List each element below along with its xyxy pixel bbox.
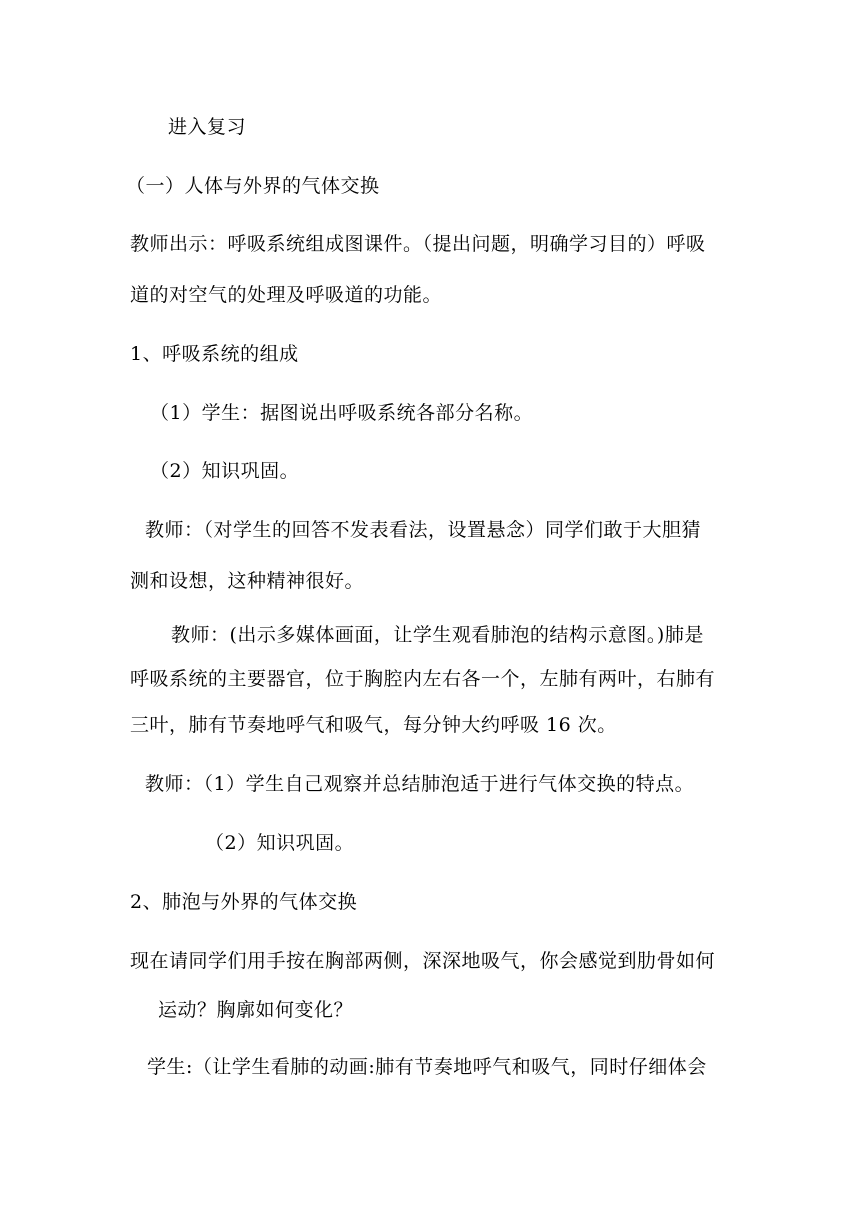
list-item: （2）知识巩固。 bbox=[205, 832, 355, 854]
paragraph-line: 教师：(出示多媒体画面，让学生观看肺泡的结构示意图。)肺是 bbox=[171, 624, 704, 646]
paragraph-line: 学生:（让学生看肺的动画:肺有节奏地呼气和吸气，同时仔细体会 bbox=[147, 1056, 707, 1078]
paragraph-line: 三叶，肺有节奏地呼气和吸气，每分钟大约呼吸 16 次。 bbox=[130, 714, 617, 736]
paragraph-line: 现在请同学们用手按在胸部两侧，深深地吸气，你会感觉到肋骨如何 bbox=[130, 950, 716, 972]
section-heading-gas-exchange: （一）人体与外界的气体交换 bbox=[126, 175, 380, 197]
numbered-heading: 2、肺泡与外界的气体交换 bbox=[130, 891, 358, 913]
paragraph-line: 运动？胸廓如何变化？ bbox=[158, 999, 354, 1021]
list-item: （2）知识巩固。 bbox=[150, 460, 300, 482]
numbered-heading: 1、呼吸系统的组成 bbox=[130, 343, 299, 365]
paragraph-line: 教师：（1）学生自己观察并总结肺泡适于进行气体交换的特点。 bbox=[145, 773, 695, 795]
paragraph-line: 教师出示：呼吸系统组成图课件。（提出问题，明确学习目的）呼吸 bbox=[130, 233, 706, 255]
list-item: （1）学生：据图说出呼吸系统各部分名称。 bbox=[150, 402, 534, 424]
paragraph-line: 教师：（对学生的回答不发表看法，设置悬念）同学们敢于大胆猜 bbox=[145, 519, 702, 541]
paragraph-line: 道的对空气的处理及呼吸道的功能。 bbox=[130, 284, 443, 306]
section-heading-review: 进入复习 bbox=[168, 116, 247, 138]
paragraph-line: 测和设想，这种精神很好。 bbox=[130, 570, 365, 592]
paragraph-line: 呼吸系统的主要器官，位于胸腔内左右各一个，左肺有两叶，右肺有 bbox=[130, 668, 716, 690]
